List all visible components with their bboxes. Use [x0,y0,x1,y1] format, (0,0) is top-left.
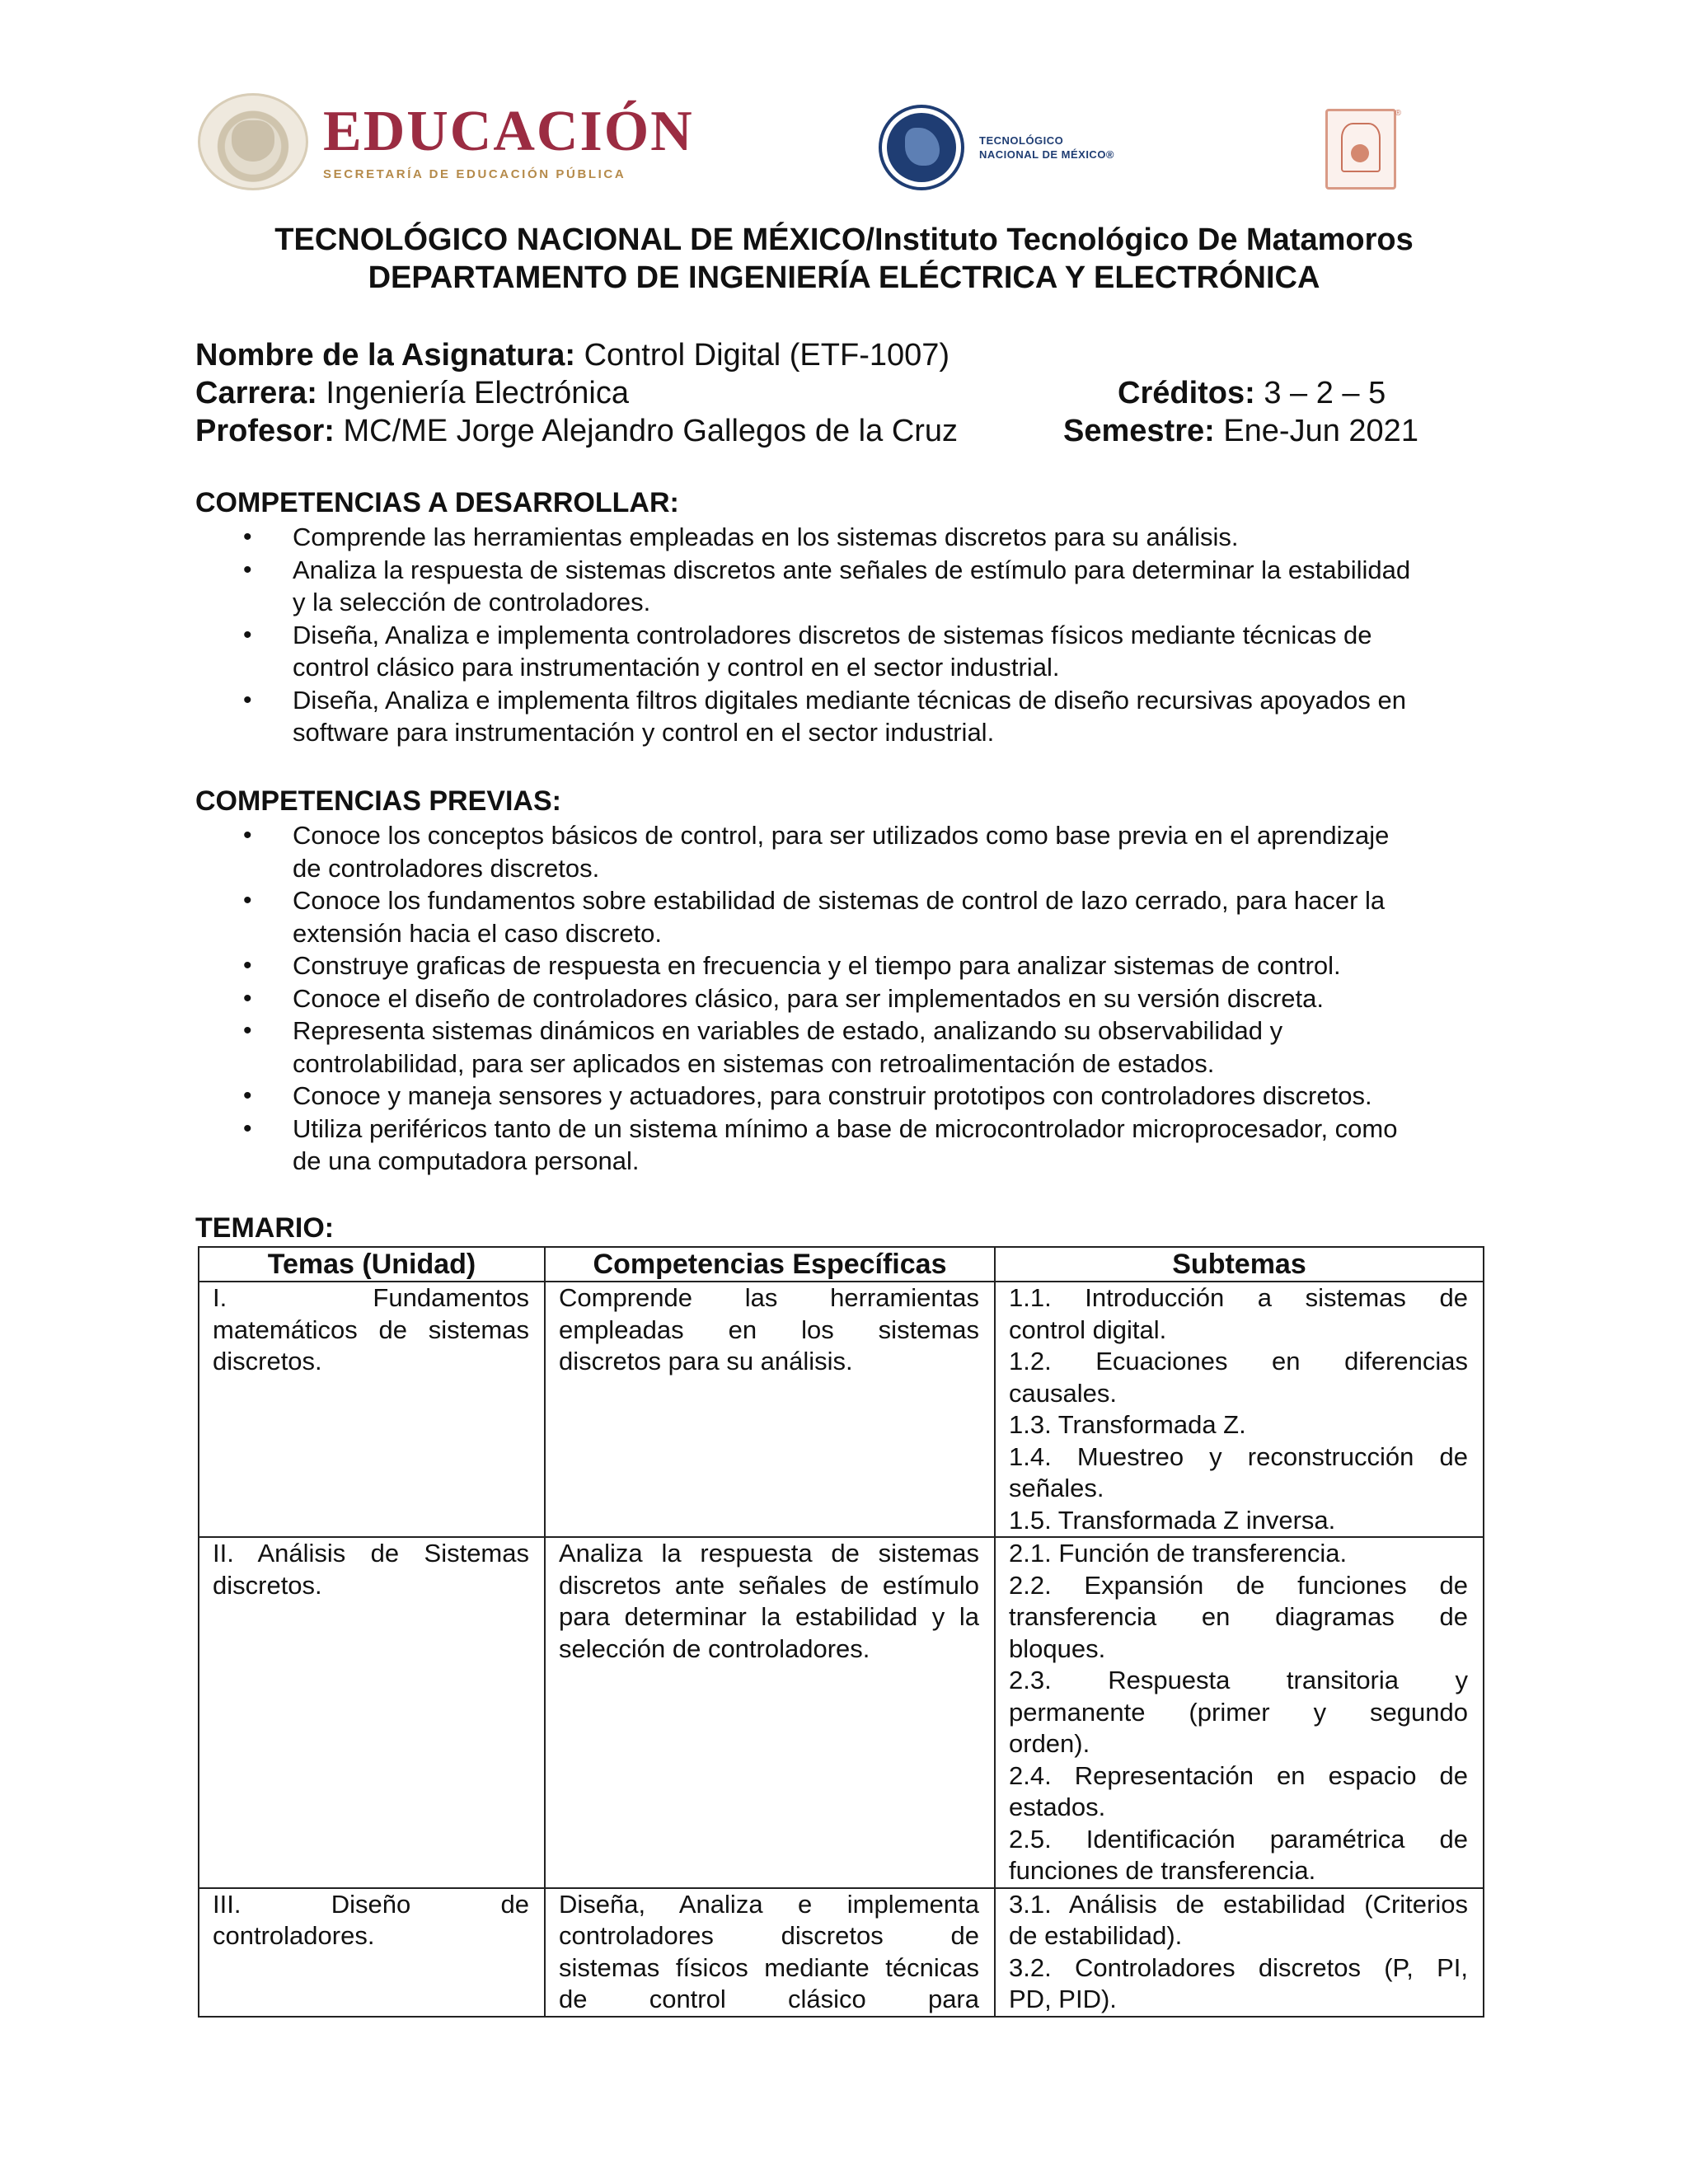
list-item-text: Utiliza periféricos tanto de un sistema mínimo a base de microcontrolador microprocesador, como [293,1113,1398,1143]
asignatura-value: Control Digital (ETF-1007) [575,338,950,373]
cell-line: estados. [1009,1793,1106,1821]
bullet-icon: • [243,523,252,551]
bullet-icon: • [243,1114,252,1142]
list-item-text: Conoce y maneja sensores y actuadores, para construir prototipos con controladores discretos. [293,1081,1372,1110]
subtemas-cell [995,1537,1484,1888]
cell-line: para determinar la estabilidad y la [559,1602,979,1631]
list-item-text: Analiza la respuesta de sistemas discretos ante señales de estímulo para determinar la estabilidad [293,555,1411,584]
list-item-text: Conoce el diseño de controladores clásico, para ser implementados en su versión discreta. [293,983,1325,1013]
list-item [195,949,1484,982]
tema-cell [199,1282,545,1537]
column-header-temas: Temas (Unidad) [199,1247,545,1282]
list-item [195,684,1484,749]
tema-cell [199,1537,545,1888]
competencias-previas-list [195,819,1484,1178]
table-row [199,1537,1484,1888]
list-item [195,884,1484,949]
cell-line: II. Análisis de Sistemas [213,1539,529,1568]
bullet-icon: • [243,887,252,914]
cell-line: I. Fundamentos [213,1283,529,1312]
mexico-seal-icon [198,93,308,190]
institution-title: TECNOLÓGICO NACIONAL DE MÉXICO/Instituto Tecnológico De Matamoros [274,223,1414,257]
cell-line: discretos para su análisis. [559,1347,853,1376]
creditos-label: Créditos: [1118,376,1255,410]
cell-line: de estabilidad). [1009,1921,1183,1950]
list-item-text: Representa sistemas dinámicos en variables de estado, analizando su observabilidad y [293,1016,1283,1045]
cell-line: sistemas físicos mediante técnicas [559,1952,979,1982]
itm-logo [1325,109,1401,191]
sep-logo-word: EDUCACIÓN [323,99,694,163]
cell-line: funciones de transferencia. [1009,1856,1316,1885]
column-header-competencias: Competencias Específicas [545,1247,995,1282]
cell-line: empleadas en los sistemas [559,1315,979,1344]
cell-line: control digital. [1009,1315,1167,1344]
cell-line: transferencia en diagramas de [1009,1602,1468,1631]
temario-heading: TEMARIO: [195,1212,335,1244]
competencias-previas-heading: COMPETENCIAS PREVIAS: [195,785,561,817]
cell-line: 2.3. Respuesta transitoria y [1009,1666,1468,1694]
list-item-text: de controladores discretos. [293,853,600,883]
cell-line: discretos ante señales de estímulo [559,1570,979,1600]
profesor-line [195,412,958,450]
list-item [195,819,1484,884]
cell-line: 1.2. Ecuaciones en diferencias [1009,1347,1468,1376]
cell-line: Analiza la respuesta de sistemas [559,1539,979,1568]
cell-line: de control clásico para [559,1985,979,2013]
cell-line: 2.5. Identificación paramétrica de [1009,1824,1468,1854]
cell-line: discretos. [213,1570,322,1600]
cell-line: bloques. [1009,1633,1106,1663]
profesor-label: Profesor: [195,414,335,448]
creditos-line [1118,374,1386,412]
bullet-icon: • [243,1082,252,1109]
cell-line: señales. [1009,1474,1104,1502]
bullet-icon: • [243,952,252,979]
carrera-line [195,374,629,412]
cell-line: 1.5. Transformada Z inversa. [1009,1505,1336,1535]
competencia-cell [545,1888,995,2017]
table-row [199,1282,1484,1537]
asignatura-label: Nombre de la Asignatura: [195,338,576,373]
cell-line: 2.1. Función de transferencia. [1009,1539,1348,1568]
list-item [195,521,1484,554]
profesor-value: MC/ME Jorge Alejandro Gallegos de la Cruz [334,414,959,448]
tecnm-gear-icon [887,113,956,182]
competencias-desarrollar-list [195,521,1484,749]
cell-line: 3.1. Análisis de estabilidad (Criterios [1009,1889,1468,1919]
subtemas-cell [995,1282,1484,1537]
bullet-icon: • [243,686,252,714]
cell-line: 1.3. Transformada Z. [1009,1410,1246,1439]
list-item-text: y la selección de controladores. [293,588,651,616]
list-item-text: Comprende las herramientas empleadas en los sistemas discretos para su análisis. [293,523,1239,551]
list-item [195,1080,1484,1113]
list-item [195,619,1484,684]
tecnm-logo-line-2: NACIONAL DE MÉXICO® [979,148,1115,161]
tecnm-logo [887,110,1167,185]
cell-line: 2.2. Expansión de funciones de [1009,1570,1468,1600]
list-item-text: control clásico para instrumentación y control en el sector industrial. [293,653,1060,682]
table-header-row [199,1247,1484,1282]
cell-line: 2.4. Representación en espacio de [1009,1760,1468,1790]
list-item-text: Diseña, Analiza e implementa controladores discretos de sistemas físicos mediante técnicas de [293,620,1372,649]
semestre-line [1063,412,1418,450]
creditos-value: 3 – 2 – 5 [1254,376,1386,410]
table-row [199,1888,1484,2017]
tecnm-logo-line-1: TECNOLÓGICO [979,134,1064,147]
list-item [195,1015,1484,1080]
list-item [195,1113,1484,1178]
list-item [195,982,1484,1015]
asignatura-line [195,336,950,374]
list-item-text: extensión hacia el caso discreto. [293,918,663,948]
list-item-text: controlabilidad, para ser aplicados en sistemas con retroalimentación de estados. [293,1048,1215,1078]
sep-logo-subtitle: SECRETARÍA DE EDUCACIÓN PÚBLICA [323,166,626,181]
cell-line: PD, PID). [1009,1985,1117,2013]
itm-logo-mark: ® [1395,109,1401,118]
bullet-icon: • [243,984,252,1012]
cell-line: 3.2. Controladores discretos (P, PI, [1009,1952,1468,1982]
cell-line: III. Diseño de [213,1889,529,1919]
bullet-icon: • [243,1017,252,1044]
column-header-subtemas: Subtemas [995,1247,1484,1282]
cell-line: 1.4. Muestreo y reconstrucción de [1009,1441,1468,1471]
bullet-icon: • [243,822,252,849]
cell-line: orden). [1009,1729,1090,1758]
cell-line: Comprende las herramientas [559,1283,979,1312]
cell-line: causales. [1009,1378,1117,1408]
list-item-text: software para instrumentación y control en el sector industrial. [293,718,995,747]
competencia-cell [545,1537,995,1888]
competencia-cell [545,1282,995,1537]
temario-table [198,1246,1484,2018]
department-title: DEPARTAMENTO DE INGENIERÍA ELÉCTRICA Y ELECTRÓNICA [368,260,1320,295]
bullet-icon: • [243,555,252,583]
subtemas-cell [995,1888,1484,2017]
semestre-value: Ene-Jun 2021 [1214,414,1418,448]
logo-row [198,92,1409,199]
cell-line: permanente (primer y segundo [1009,1697,1468,1727]
tema-cell [199,1888,545,2017]
cell-line: controladores discretos de [559,1921,979,1950]
cell-line: discretos. [213,1347,322,1376]
itm-emblem-icon [1325,109,1396,190]
carrera-value: Ingeniería Electrónica [316,376,629,410]
sep-logo [198,92,709,191]
list-item-text: de una computadora personal. [293,1146,640,1175]
cell-line: selección de controladores. [559,1633,870,1663]
bullet-icon: • [243,621,252,649]
list-item-text: Construye graficas de respuesta en frecuencia y el tiempo para analizar sistemas de control. [293,951,1341,980]
list-item-text: Conoce los conceptos básicos de control, para ser utilizados como base previa en el aprendizaje [293,821,1390,850]
cell-line: matemáticos de sistemas [213,1315,529,1344]
cell-line: 1.1. Introducción a sistemas de [1009,1283,1468,1312]
list-item-text: Diseña, Analiza e implementa filtros digitales mediante técnicas de diseño recursivas apoyados en [293,685,1406,715]
list-item-text: Conoce los fundamentos sobre estabilidad de sistemas de control de lazo cerrado, para hacer la [293,886,1386,915]
competencias-desarrollar-heading: COMPETENCIAS A DESARROLLAR: [195,487,679,518]
carrera-label: Carrera: [195,376,317,410]
list-item [195,554,1484,619]
cell-line: Diseña, Analiza e implementa [559,1889,979,1919]
cell-line: controladores. [213,1921,375,1950]
semestre-label: Semestre: [1063,414,1215,448]
